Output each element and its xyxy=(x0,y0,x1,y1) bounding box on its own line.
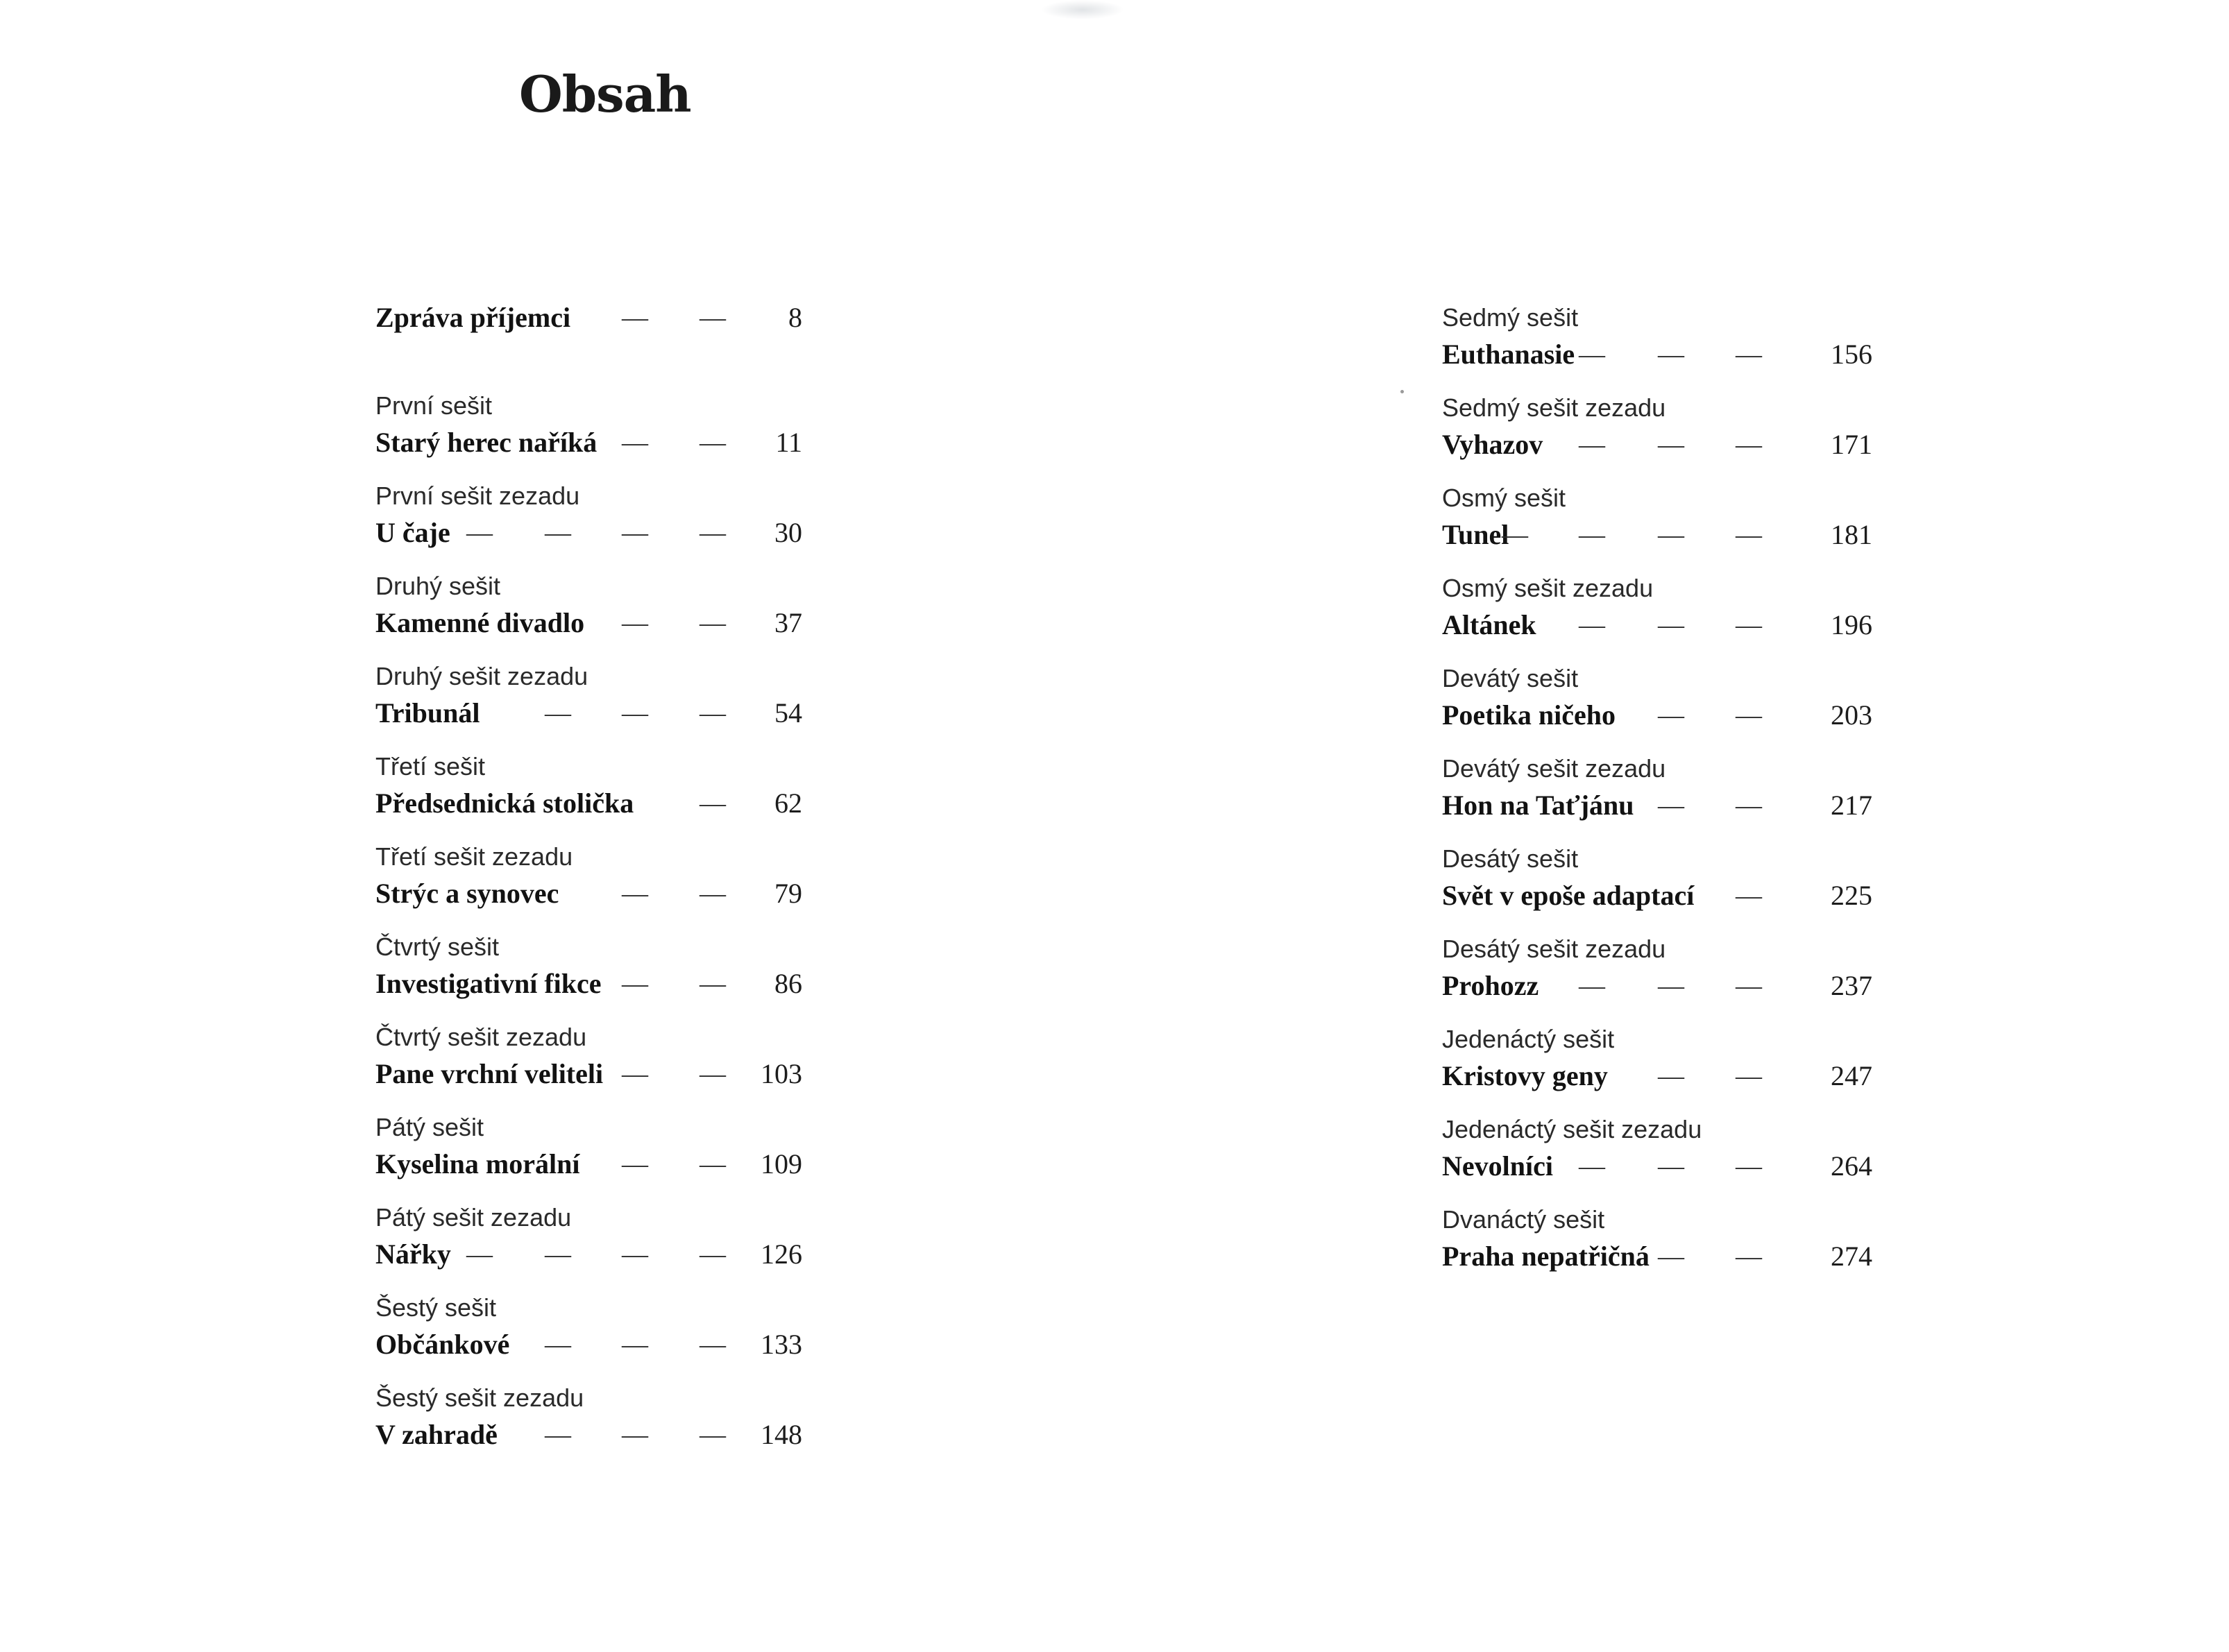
toc-entry-row xyxy=(375,423,806,462)
page-number: 8 xyxy=(788,302,802,333)
leader-dash: — xyxy=(1736,701,1762,730)
notebook-label: Desátý sešit zezadu xyxy=(1442,935,1666,963)
page-number: 247 xyxy=(1831,1060,1872,1091)
leader-dash: — xyxy=(1579,1152,1605,1181)
toc-entry xyxy=(1442,932,1872,1022)
toc-right-column xyxy=(1442,300,1872,1293)
leader-dash: — xyxy=(622,1150,648,1179)
toc-entry xyxy=(1442,481,1872,571)
toc-entry xyxy=(1442,751,1872,842)
leader-dash: — xyxy=(1736,1152,1762,1181)
scan-smudge xyxy=(1041,0,1124,19)
leader-dash: — xyxy=(1658,340,1684,369)
toc-entry xyxy=(375,930,806,1020)
toc-entry-row xyxy=(1442,1057,1872,1096)
toc-entry-row xyxy=(1442,335,1872,374)
chapter-title: Tribunál xyxy=(375,697,480,729)
leader-dash: — xyxy=(1658,1062,1684,1091)
leader-dash: — xyxy=(1658,611,1684,640)
leader-dash: — xyxy=(1736,1062,1762,1091)
chapter-title: Tunel xyxy=(1442,519,1509,550)
leader-dash: — xyxy=(622,969,648,998)
chapter-title: Praha nepatřičná xyxy=(1442,1241,1650,1272)
leader-dash: — xyxy=(1658,520,1684,550)
chapter-title: Prohozz xyxy=(1442,970,1539,1001)
toc-entry-row xyxy=(375,1415,806,1454)
toc-entry xyxy=(375,1200,806,1291)
leader-dash: — xyxy=(1736,881,1762,910)
toc-entry xyxy=(375,298,806,389)
toc-entry xyxy=(1442,571,1872,661)
chapter-title: Poetika ničeho xyxy=(1442,699,1616,731)
leader-dash: — xyxy=(1658,791,1684,820)
chapter-title: Nářky xyxy=(375,1238,451,1270)
leader-dash: — xyxy=(1658,1152,1684,1181)
toc-entry-row xyxy=(1442,425,1872,464)
page-number: 264 xyxy=(1831,1150,1872,1182)
leader-dash: — xyxy=(700,428,726,457)
leader-dash: — xyxy=(1502,520,1528,550)
leader-dash: — xyxy=(1736,520,1762,550)
notebook-label: Třetí sešit xyxy=(375,752,486,781)
page-number: 181 xyxy=(1831,519,1872,550)
leader-dash: — xyxy=(700,1150,726,1179)
leader-dash: — xyxy=(700,518,726,547)
leader-dash: — xyxy=(1658,430,1684,459)
chapter-title: Kristovy geny xyxy=(1442,1060,1608,1091)
toc-entry xyxy=(1442,300,1872,391)
notebook-label: Druhý sešit xyxy=(375,572,501,600)
toc-entry xyxy=(375,1110,806,1200)
leader-dash: — xyxy=(1736,611,1762,640)
toc-entry-row xyxy=(375,694,806,733)
page-number: 171 xyxy=(1831,429,1872,460)
chapter-title: Investigativní fikce xyxy=(375,968,602,999)
leader-dash: — xyxy=(1736,971,1762,1000)
toc-entry xyxy=(375,840,806,930)
leader-dash: — xyxy=(1579,340,1605,369)
toc-entry xyxy=(375,1381,806,1471)
leader-dash: — xyxy=(1579,611,1605,640)
toc-entry-row xyxy=(1442,1237,1872,1276)
notebook-label: Pátý sešit xyxy=(375,1113,484,1141)
leader-dash: — xyxy=(545,518,571,547)
notebook-label: Jedenáctý sešit xyxy=(1442,1025,1615,1053)
toc-entry-row xyxy=(375,1325,806,1364)
leader-dash: — xyxy=(622,303,648,332)
notebook-label: Šestý sešit xyxy=(375,1293,497,1322)
notebook-label: Sedmý sešit xyxy=(1442,303,1579,332)
chapter-title: Nevolníci xyxy=(1442,1150,1553,1182)
page-number: 196 xyxy=(1831,609,1872,640)
leader-dash: — xyxy=(700,699,726,728)
page-number: 133 xyxy=(761,1329,802,1360)
leader-dash: — xyxy=(622,1240,648,1269)
leader-dash: — xyxy=(700,303,726,332)
toc-entry xyxy=(1442,1202,1872,1293)
leader-dash: — xyxy=(545,699,571,728)
page-number: 86 xyxy=(774,968,802,999)
leader-dash: — xyxy=(700,879,726,908)
notebook-label: První sešit zezadu xyxy=(375,482,580,510)
toc-entry xyxy=(375,749,806,840)
toc-entry xyxy=(375,389,806,479)
leader-dash: — xyxy=(1736,791,1762,820)
page-number: 237 xyxy=(1831,970,1872,1001)
leader-dash: — xyxy=(622,1420,648,1449)
toc-entry xyxy=(1442,661,1872,751)
leader-dash: — xyxy=(622,699,648,728)
toc-entry xyxy=(1442,842,1872,932)
notebook-label: Devátý sešit xyxy=(1442,664,1579,692)
leader-dash: — xyxy=(622,879,648,908)
chapter-title: Vyhazov xyxy=(1442,429,1543,460)
leader-dash: — xyxy=(1579,520,1605,550)
toc-entry xyxy=(1442,1112,1872,1202)
toc-entry-row xyxy=(1442,516,1872,554)
leader-dash: — xyxy=(1736,430,1762,459)
chapter-title: Euthanasie xyxy=(1442,339,1575,370)
page-number: 126 xyxy=(761,1238,802,1270)
notebook-label: Osmý sešit zezadu xyxy=(1442,574,1654,602)
toc-entry-row xyxy=(1442,876,1872,915)
toc-entry-row xyxy=(375,784,806,823)
leader-dash: — xyxy=(545,1420,571,1449)
page-number: 37 xyxy=(774,607,802,638)
toc-entry-row xyxy=(375,1145,806,1184)
toc-entry-row xyxy=(375,964,806,1003)
toc-entry-row xyxy=(375,1235,806,1274)
page-title: Obsah xyxy=(519,65,691,124)
notebook-label: Dvanáctý sešit xyxy=(1442,1205,1605,1234)
leader-dash: — xyxy=(1579,430,1605,459)
toc-left-column xyxy=(375,298,806,1471)
leader-dash: — xyxy=(700,1059,726,1089)
leader-dash: — xyxy=(545,1240,571,1269)
leader-dash: — xyxy=(700,1240,726,1269)
chapter-title: Předsednická stolička xyxy=(375,787,634,819)
leader-dash: — xyxy=(466,1240,493,1269)
leader-dash: — xyxy=(622,428,648,457)
leader-dash: — xyxy=(622,608,648,638)
notebook-label: Devátý sešit zezadu xyxy=(1442,754,1666,783)
leader-dash: — xyxy=(700,1330,726,1359)
page-number: 217 xyxy=(1831,790,1872,821)
page-number: 79 xyxy=(774,878,802,909)
notebook-label: Čtvrtý sešit zezadu xyxy=(375,1023,587,1051)
leader-dash: — xyxy=(700,789,726,818)
leader-dash: — xyxy=(622,1330,648,1359)
leader-dash: — xyxy=(700,608,726,638)
chapter-title: Zpráva příjemci xyxy=(375,302,571,333)
notebook-label: Šestý sešit zezadu xyxy=(375,1383,584,1412)
toc-entry xyxy=(1442,1022,1872,1112)
toc-entry-row xyxy=(375,298,806,337)
leader-dash: — xyxy=(1658,971,1684,1000)
leader-dash: — xyxy=(622,518,648,547)
toc-entry-row xyxy=(375,604,806,642)
page-number: 148 xyxy=(761,1419,802,1450)
page-number: 103 xyxy=(761,1058,802,1089)
chapter-title: Strýc a synovec xyxy=(375,878,559,909)
notebook-label: Sedmý sešit zezadu xyxy=(1442,393,1666,422)
chapter-title: V zahradě xyxy=(375,1419,498,1450)
leader-dash: — xyxy=(622,1059,648,1089)
toc-entry-row xyxy=(1442,966,1872,1005)
toc-entry xyxy=(375,569,806,659)
toc-entry-row xyxy=(1442,1147,1872,1186)
page-number: 225 xyxy=(1831,880,1872,911)
page-number: 62 xyxy=(774,787,802,819)
notebook-label: Druhý sešit zezadu xyxy=(375,662,588,690)
notebook-label: Osmý sešit xyxy=(1442,484,1566,512)
chapter-title: Kamenné divadlo xyxy=(375,607,585,638)
toc-entry-row xyxy=(375,1055,806,1093)
leader-dash: — xyxy=(466,518,493,547)
notebook-label: Pátý sešit zezadu xyxy=(375,1203,572,1232)
toc-entry xyxy=(1442,391,1872,481)
chapter-title: U čaje xyxy=(375,517,450,548)
page-number: 109 xyxy=(761,1148,802,1180)
leader-dash: — xyxy=(545,1330,571,1359)
leader-dash: — xyxy=(1736,340,1762,369)
notebook-label: Desátý sešit xyxy=(1442,844,1579,873)
notebook-label: Čtvrtý sešit xyxy=(375,933,500,961)
toc-entry-row xyxy=(375,874,806,913)
scan-speck xyxy=(1400,390,1404,393)
notebook-label: Jedenáctý sešit zezadu xyxy=(1442,1115,1702,1143)
toc-entry xyxy=(375,1020,806,1110)
page-number: 30 xyxy=(774,517,802,548)
leader-dash: — xyxy=(1736,1242,1762,1271)
toc-entry-row xyxy=(1442,786,1872,825)
page-number: 11 xyxy=(775,427,802,458)
chapter-title: Občánkové xyxy=(375,1329,510,1360)
toc-entry xyxy=(375,479,806,569)
toc-entry-row xyxy=(1442,606,1872,645)
notebook-label: První sešit xyxy=(375,391,493,420)
leader-dash: — xyxy=(700,1420,726,1449)
chapter-title: Pane vrchní veliteli xyxy=(375,1058,604,1089)
toc-entry-row xyxy=(1442,696,1872,735)
leader-dash: — xyxy=(1579,971,1605,1000)
page-number: 54 xyxy=(774,697,802,729)
leader-dash: — xyxy=(1658,1242,1684,1271)
page-number: 203 xyxy=(1831,699,1872,731)
chapter-title: Altánek xyxy=(1442,609,1536,640)
page-number: 156 xyxy=(1831,339,1872,370)
notebook-label: Třetí sešit zezadu xyxy=(375,842,573,871)
toc-entry xyxy=(375,659,806,749)
leader-dash: — xyxy=(700,969,726,998)
leader-dash: — xyxy=(1658,701,1684,730)
toc-entry-row xyxy=(375,513,806,552)
chapter-title: Starý herec naříká xyxy=(375,427,597,458)
chapter-title: Kyselina morální xyxy=(375,1148,580,1180)
page-number: 274 xyxy=(1831,1241,1872,1272)
toc-entry xyxy=(375,1291,806,1381)
chapter-title: Svět v epoše adaptací xyxy=(1442,880,1695,911)
chapter-title: Hon na Taťjánu xyxy=(1442,790,1634,821)
